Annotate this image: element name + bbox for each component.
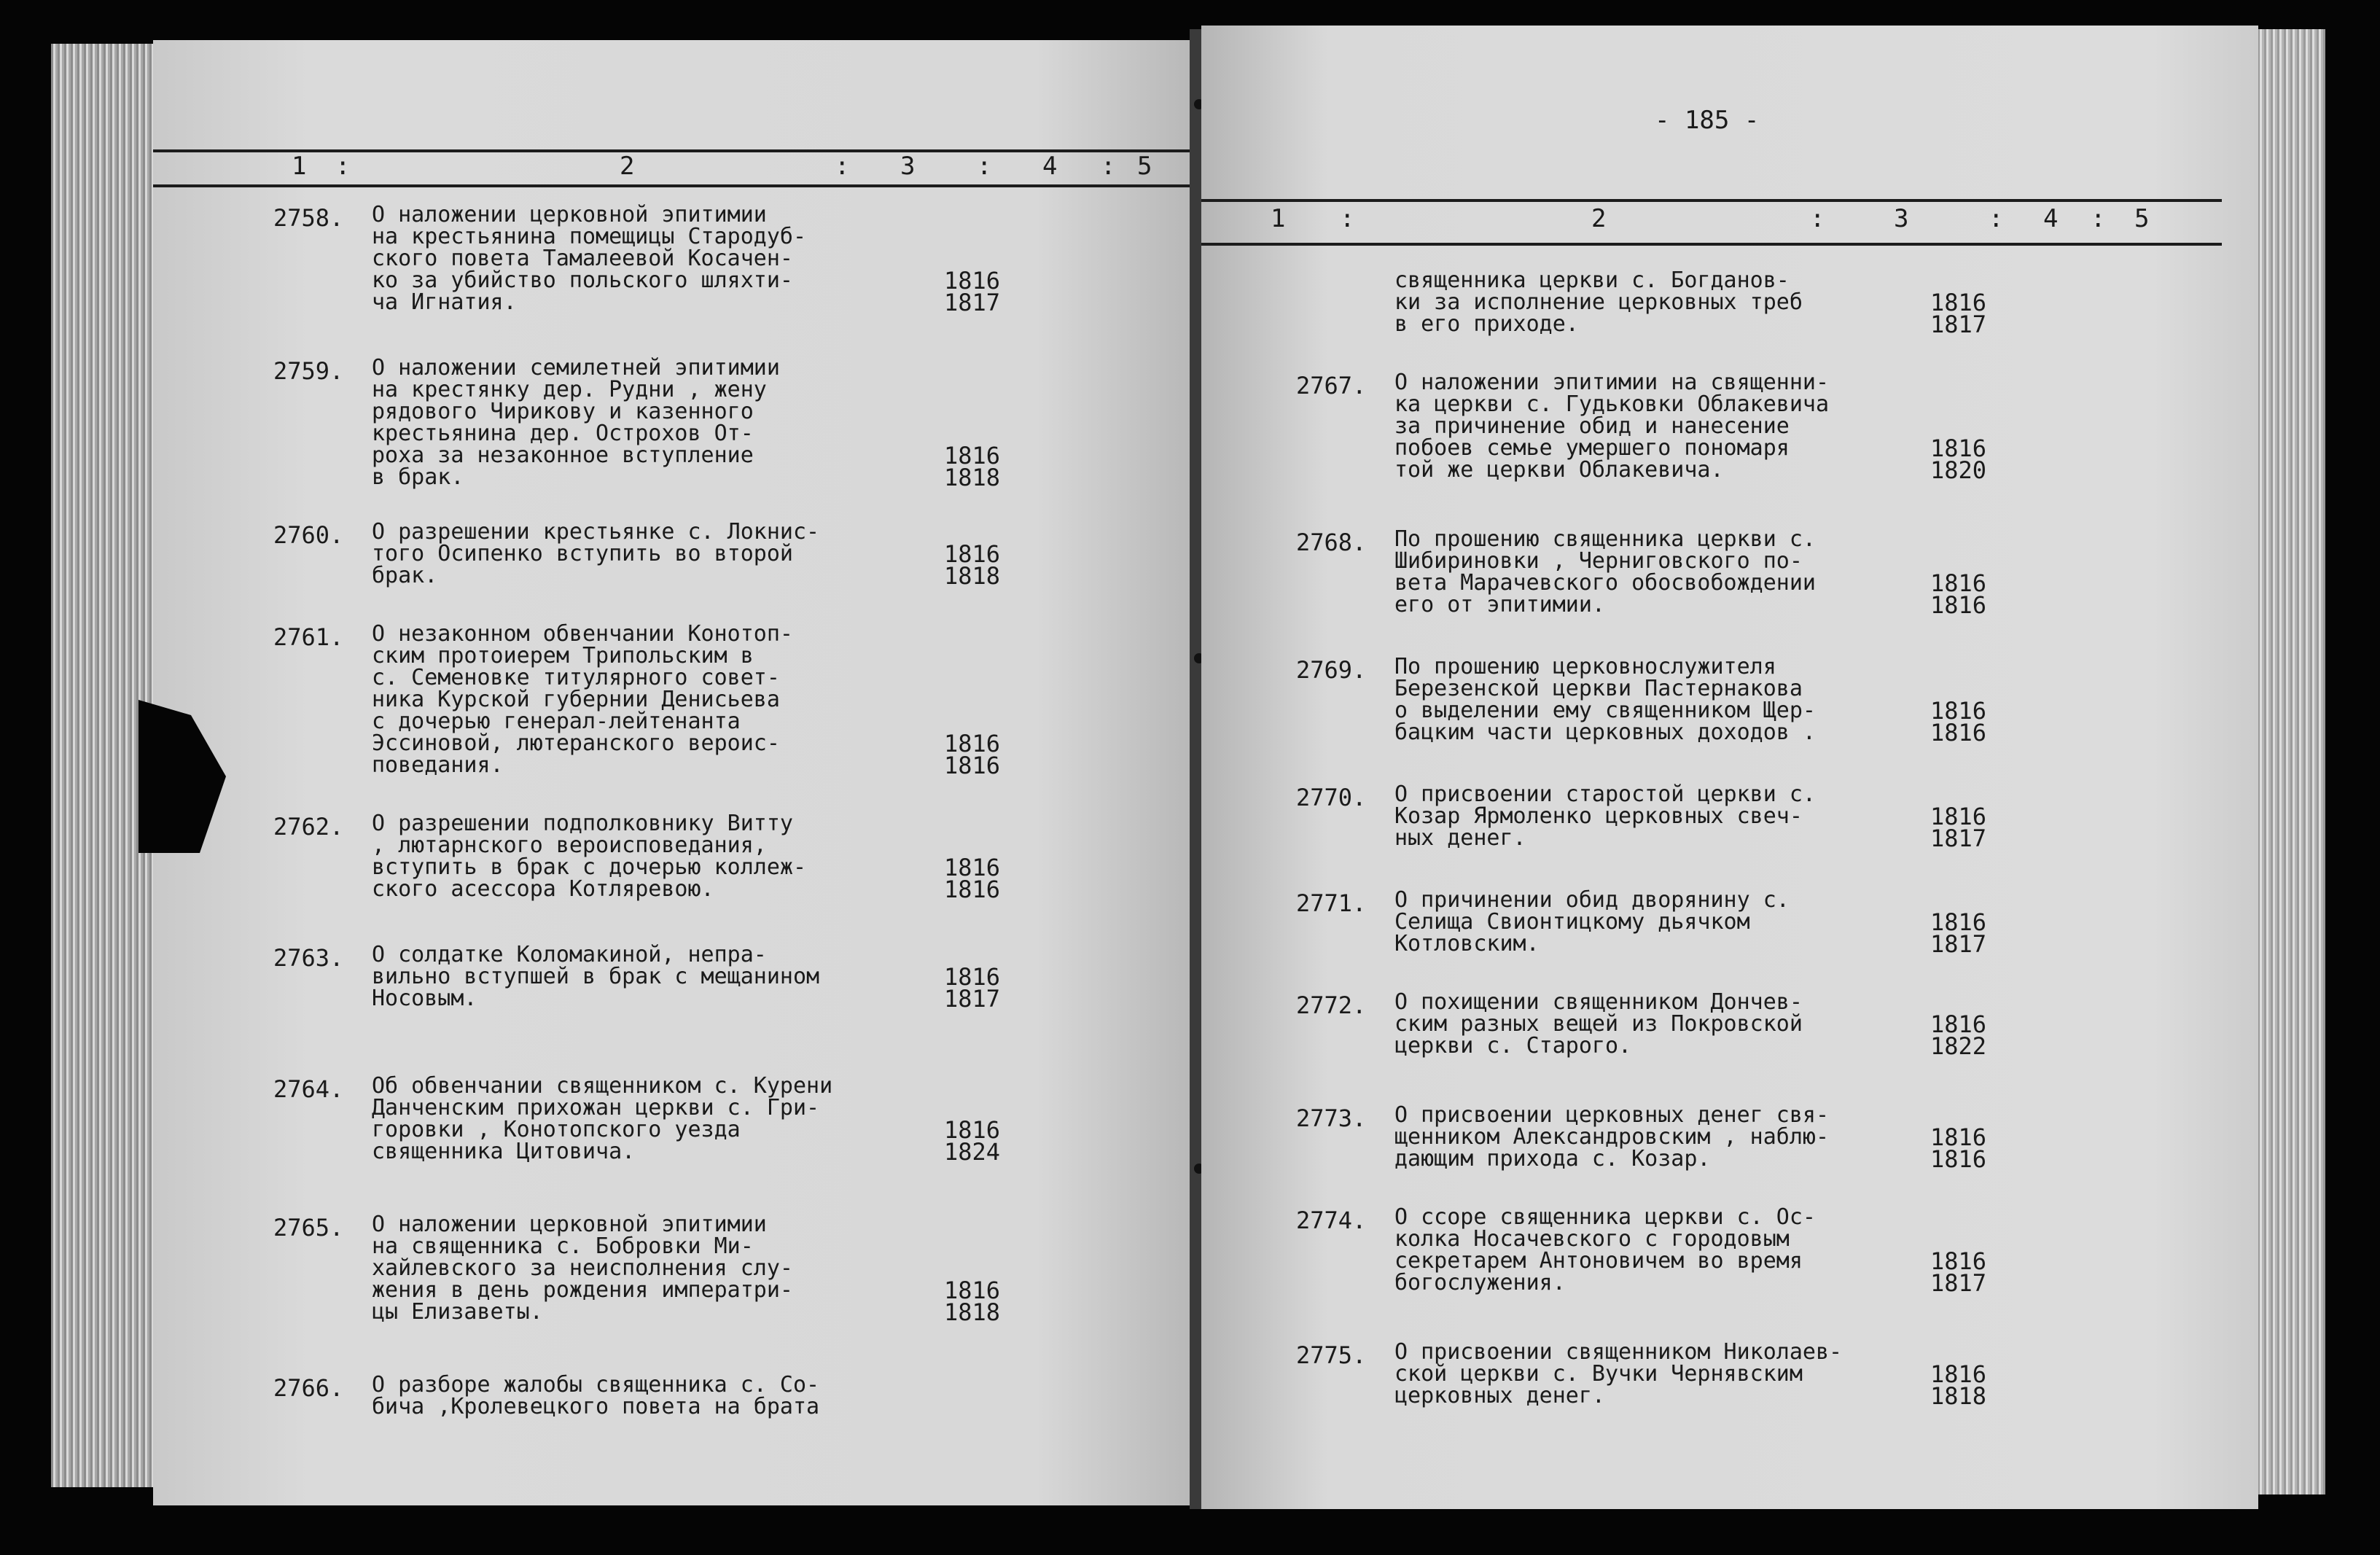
entry-text-line: ского повета Тамалеевой Косачен-: [372, 246, 793, 271]
entry-text-line: за причинение обид и нанесение: [1394, 413, 1790, 439]
entry-year: 1816: [1930, 1123, 1987, 1151]
entry-text-line: крестьянина дер. Острохов От-: [372, 421, 754, 446]
entry-year: 1816: [944, 442, 1001, 469]
entry-text-line: секретарем Антоновичем во время: [1394, 1248, 1803, 1274]
entry-year: 1816: [1930, 1247, 1987, 1275]
entry-text-line: ской церкви с. Вучки Чернявским: [1394, 1361, 1803, 1387]
entry-text-line: ча Игнатия.: [372, 289, 517, 315]
entry-year: 1816: [944, 1277, 1001, 1304]
entry-year: 1820: [1930, 456, 1987, 484]
entry-year: 1816: [944, 540, 1001, 568]
entry-text-line: в его приходе.: [1394, 311, 1579, 337]
entry-text-line: его от эпитимии.: [1394, 592, 1605, 617]
col-header: 4: [2043, 204, 2060, 233]
entry-year: 1818: [944, 464, 1001, 491]
entry-number: 2762.: [273, 813, 344, 841]
entry-text-line: О незаконном обвенчании Конотоп-: [372, 621, 793, 647]
entry-number: 2769.: [1296, 656, 1367, 684]
entry-text-line: О ссоре священника церкви с. Ос-: [1394, 1204, 1816, 1230]
entry-number: 2758.: [273, 204, 344, 232]
entry-text-line: ко за убийство польского шляхти-: [372, 268, 793, 293]
col-sep: :: [835, 152, 851, 181]
entry-text-line: О разрешении крестьянке с. Локнис-: [372, 519, 820, 545]
entry-year: 1816: [1930, 803, 1987, 830]
entry-year: 1816: [1930, 719, 1987, 747]
entry-year: 1816: [944, 876, 1001, 903]
entry-year: 1816: [944, 267, 1001, 295]
entry-year: 1816: [1930, 1360, 1987, 1388]
entry-text-line: О наложении семилетней эпитимии: [372, 355, 780, 381]
entry-text-line: рядового Чирикову и казенного: [372, 399, 754, 424]
entry-text-line: ника Курской губернии Денисьева: [372, 687, 780, 712]
entry-year: 1816: [944, 752, 1001, 779]
entry-number: 2766.: [273, 1374, 344, 1402]
entry-number: 2765.: [273, 1214, 344, 1242]
col-sep: :: [335, 152, 352, 181]
entry-text-line: брак.: [372, 563, 438, 588]
entry-text-line: ским разных вещей из Покровской: [1394, 1011, 1803, 1037]
col-sep: :: [977, 152, 994, 181]
entry-year: 1816: [1930, 434, 1987, 462]
header-rule-bottom: [153, 184, 1192, 187]
col-sep: :: [1340, 204, 1357, 233]
entry-text-line: на крестянку дер. Рудни , жену: [372, 377, 767, 402]
entry-text-line: Данченским прихожан церкви с. Гри-: [372, 1095, 820, 1121]
entry-text-line: Эссиновой, лютеранского вероис-: [372, 730, 780, 756]
right-page: [1201, 26, 2258, 1509]
entry-text-line: Селища Свионтицкому дьячком: [1394, 909, 1750, 935]
entry-text-line: , лютарнского вероисповедания,: [372, 833, 767, 858]
entry-number: 2772.: [1296, 991, 1367, 1019]
entry-year: 1816: [944, 963, 1001, 991]
entry-text-line: богослужения.: [1394, 1270, 1566, 1295]
entry-text-line: Шибириновки , Черниговского по-: [1394, 548, 1803, 574]
entry-number: 2761.: [273, 623, 344, 651]
entry-year: 1816: [1930, 908, 1987, 936]
entry-text-line: поведания.: [372, 752, 504, 778]
entry-text-line: О наложении эпитимии на священни-: [1394, 370, 1830, 395]
entry-text-line: О похищении священником Дончев-: [1394, 989, 1803, 1015]
entry-year: 1818: [1930, 1382, 1987, 1410]
entry-text-line: с дочерью генерал-лейтенанта: [372, 709, 741, 734]
entry-year: 1818: [944, 562, 1001, 590]
entry-number: 2763.: [273, 944, 344, 972]
entry-year: 1816: [1930, 697, 1987, 725]
entry-text-line: дающим прихода с. Козар.: [1394, 1146, 1711, 1172]
entry-text-line: бацким части церковных доходов .: [1394, 720, 1816, 745]
entry-text-line: роха за незаконное вступление: [372, 443, 754, 468]
entry-text-line: щенником Александровским , наблю-: [1394, 1124, 1830, 1150]
entry-text-line: колка Носачевского с городовым: [1394, 1226, 1790, 1252]
entry-text-line: священника Цитовича.: [372, 1139, 636, 1164]
col-header: 1: [292, 152, 308, 181]
entry-text-line: Березенской церкви Пастернакова: [1394, 676, 1803, 701]
entry-text-line: О причинении обид дворянину с.: [1394, 887, 1790, 913]
entry-text-line: с. Семеновке титулярного совет-: [372, 665, 780, 690]
col-sep: :: [1989, 204, 2005, 233]
entry-text-line: По прошению церковнослужителя: [1394, 654, 1776, 679]
entry-year: 1816: [944, 1116, 1001, 1144]
entry-text-line: церковных денег.: [1394, 1383, 1605, 1408]
entry-year: 1817: [944, 289, 1001, 316]
entry-text-line: ных денег.: [1394, 825, 1526, 851]
entry-text-line: той же церкви Облакевича.: [1394, 457, 1724, 483]
entry-text-line: О наложении церковной эпитимии: [372, 202, 767, 227]
entry-text-line: О наложении церковной эпитимии: [372, 1212, 767, 1237]
entry-number: 2767.: [1296, 372, 1367, 400]
entry-text-line: о выделении ему священником Щер-: [1394, 698, 1816, 723]
col-header: 5: [1137, 152, 1154, 181]
entry-year: 1817: [1930, 930, 1987, 958]
entry-text-line: ки за исполнение церковных треб: [1394, 289, 1803, 315]
entry-text-line: хайлевского за неисполнения слу-: [372, 1255, 793, 1281]
entry-number: 2760.: [273, 521, 344, 549]
entry-text-line: О присвоении церковных денег свя-: [1394, 1102, 1830, 1128]
entry-year: 1816: [1930, 591, 1987, 619]
entry-text-line: того Осипенко вступить во второй: [372, 541, 793, 566]
entry-year: 1816: [1930, 289, 1987, 316]
entry-number: 2773.: [1296, 1104, 1367, 1132]
entry-text-line: вступить в брак с дочерью коллеж-: [372, 854, 807, 880]
header-rule-bottom: [1201, 243, 2222, 246]
entry-year: 1816: [944, 730, 1001, 757]
entry-text-line: О разрешении подполковнику Витту: [372, 811, 793, 836]
entry-number: 2768.: [1296, 529, 1367, 556]
col-header: 2: [1591, 204, 1608, 233]
entry-year: 1816: [1930, 1010, 1987, 1038]
entry-text-line: на священника с. Бобровки Ми-: [372, 1234, 754, 1259]
header-rule-top: [153, 149, 1192, 152]
col-sep: :: [2091, 204, 2107, 233]
col-header: 2: [620, 152, 636, 181]
col-header: 3: [1894, 204, 1911, 233]
entry-text-line: ского асессора Котляревою.: [372, 876, 714, 902]
col-sep: :: [1810, 204, 1827, 233]
entry-year: 1818: [944, 1298, 1001, 1326]
col-header: 3: [900, 152, 917, 181]
col-header: 4: [1042, 152, 1059, 181]
entry-text-line: Козар Ярмоленко церковных свеч-: [1394, 803, 1803, 829]
entry-number: 2774.: [1296, 1207, 1367, 1234]
entry-text-line: вильно вступшей в брак с мещанином: [372, 964, 820, 989]
col-header: 5: [2134, 204, 2151, 233]
entry-text-line: на крестьянина помещицы Стародуб-: [372, 224, 807, 249]
entry-year: 1817: [944, 985, 1001, 1013]
entry-text-line: жения в день рождения императри-: [372, 1277, 793, 1303]
entry-year: 1817: [1930, 1269, 1987, 1297]
entry-year: 1817: [1930, 311, 1987, 338]
entry-text-line: в брак.: [372, 464, 464, 490]
entry-text-line: О присвоении старостой церкви с.: [1394, 782, 1816, 807]
entry-text-line: О разборе жалобы священника с. Со-: [372, 1372, 820, 1398]
entry-text-line: ским протоиерем Трипольским в: [372, 643, 754, 669]
left-page: [153, 40, 1192, 1505]
page-number: - 185 -: [1655, 106, 1760, 135]
header-rule-top: [1201, 199, 2222, 202]
entry-year: 1816: [944, 854, 1001, 881]
entry-text-line: Носовым.: [372, 986, 477, 1011]
entry-year: 1817: [1930, 825, 1987, 852]
col-sep: :: [1101, 152, 1117, 181]
entry-year: 1822: [1930, 1032, 1987, 1060]
entry-number: 2770.: [1296, 784, 1367, 811]
entry-text-line: бича ,Кролевецкого повета на брата: [372, 1394, 820, 1419]
entry-text-line: церкви с. Старого.: [1394, 1033, 1632, 1059]
col-header: 1: [1271, 204, 1287, 233]
entry-text-line: По прошению священника церкви с.: [1394, 526, 1816, 552]
entry-text-line: О солдатке Коломакиной, непра-: [372, 942, 767, 967]
entry-number: 2759.: [273, 357, 344, 385]
entry-number: 2775.: [1296, 1341, 1367, 1369]
entry-text-line: цы Елизаветы.: [372, 1299, 543, 1325]
entry-year: 1816: [1930, 569, 1987, 597]
entry-text-line: вета Марачевского обосвобождении: [1394, 570, 1816, 596]
entry-text-line: Об обвенчании священником с. Курени: [372, 1073, 833, 1099]
entry-text-line: Котловским.: [1394, 931, 1540, 956]
entry-number: 2764.: [273, 1075, 344, 1103]
entry-number: 2771.: [1296, 889, 1367, 917]
entry-year: 1816: [1930, 1145, 1987, 1173]
entry-text-line: священника церкви с. Богданов-: [1394, 268, 1790, 293]
entry-year: 1824: [944, 1138, 1001, 1166]
entry-text-line: побоев семье умершего пономаря: [1394, 435, 1790, 461]
entry-text-line: ка церкви с. Гудьковки Облакевича: [1394, 391, 1830, 417]
entry-text-line: О присвоении священником Николаев-: [1394, 1339, 1843, 1365]
entry-text-line: горовки , Конотопского уезда: [372, 1117, 741, 1142]
